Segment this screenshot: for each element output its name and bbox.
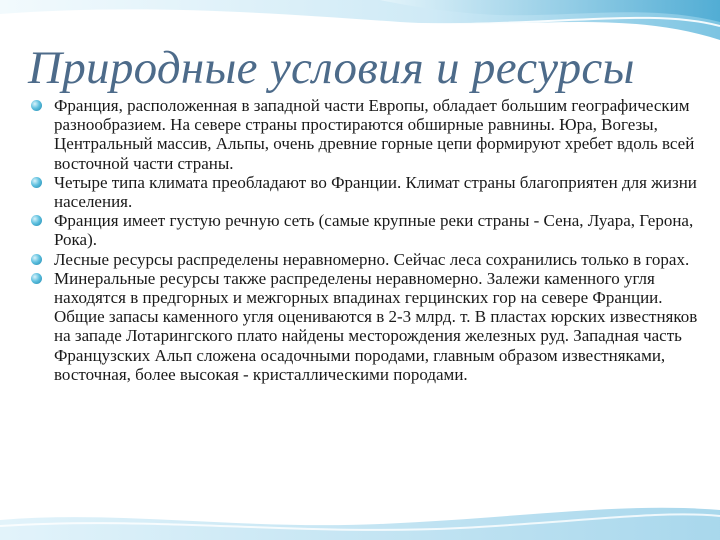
bullet-list <box>30 96 698 384</box>
bullet-item <box>30 96 698 173</box>
bullet-text: Минеральные ресурсы также распределены неравномерно. Залежи каменного угля находятся в предгорных и межгорных впадинах герцинских гор на севере Франции. Общие запасы каменного угля оцениваются в 2-3 млрд. т. В пластах юрских известняков на западе Лотарингского плато найдены месторождения железных руд. Западная часть Французских Альп сложена осадочными породами, главным образом известняками, восточная, более высокая - кристаллическими породами. <box>54 268 698 384</box>
bullet-item <box>30 269 698 384</box>
slide-title: Природные условия и ресурсы <box>28 42 635 94</box>
bullet-dot-icon <box>31 254 42 265</box>
bullet-text: Франция, расположенная в западной части Европы, обладает большим географическим разнообразием. На севере страны простираются обширные равнины. Юра, Вогезы, Центральный массив, Альпы, очень древние горные цепи формируют хребет вдоль всей восточной части страны. <box>54 96 695 173</box>
bullet-text: Франция имеет густую речную сеть (самые крупные реки страны - Сена, Луара, Герона, Рока). <box>54 211 694 250</box>
bullet-text: Лесные ресурсы распределены неравномерно. Сейчас леса сохранились только в горах. <box>54 249 690 269</box>
bullet-text: Четыре типа климата преобладают во Франции. Климат страны благоприятен для жизни населения. <box>54 172 697 212</box>
bullet-dot-icon <box>31 215 42 226</box>
bullet-dot-icon <box>31 273 42 284</box>
bullet-dot-icon <box>31 100 42 111</box>
bullet-item <box>30 250 698 269</box>
bullet-dot-icon <box>31 177 42 188</box>
bottom-wave-decoration <box>0 480 720 540</box>
bullet-item <box>30 173 698 211</box>
bullet-item <box>30 211 698 249</box>
